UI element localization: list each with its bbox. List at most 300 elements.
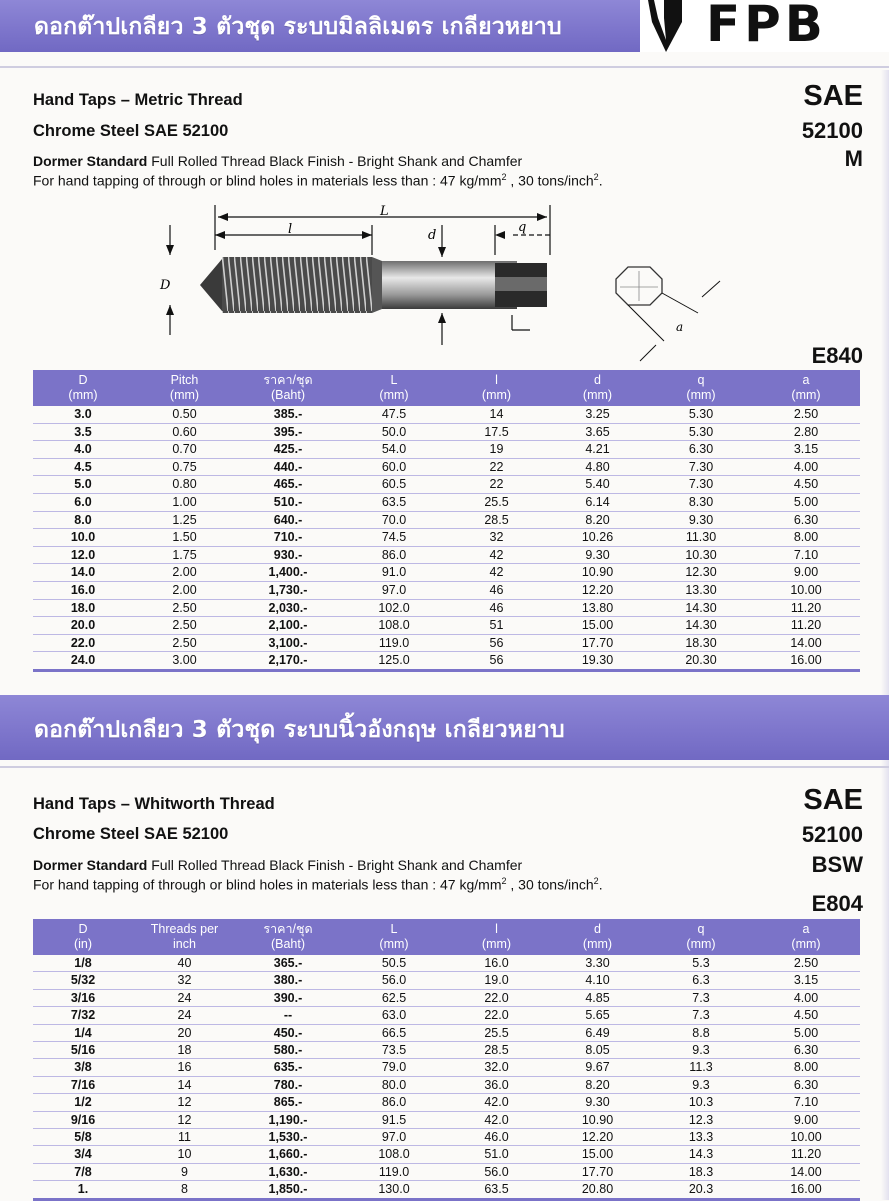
column-header-line: (in) xyxy=(73,937,93,951)
column-header xyxy=(752,919,860,955)
table-cell: 2.00 xyxy=(172,565,197,580)
column-header-line: (mm) xyxy=(169,388,200,402)
table-cell: 6.30 xyxy=(793,512,819,527)
table-cell: 4.00 xyxy=(793,459,819,474)
column-header-line: (mm) xyxy=(791,388,821,402)
table-cell: 0.50 xyxy=(172,407,197,421)
whitworth-catalog-number: E804 xyxy=(811,891,863,916)
table-cell: 440.- xyxy=(273,459,303,474)
table-cell: 8.0 xyxy=(74,512,92,527)
table-cell: 24 xyxy=(177,1008,192,1023)
table-cell: 97.0 xyxy=(381,1130,407,1145)
column-header xyxy=(545,370,650,406)
table-cell: 42 xyxy=(489,547,504,562)
table-cell: 63.5 xyxy=(484,1182,509,1197)
table-row xyxy=(33,652,860,671)
whitworth-description xyxy=(33,857,522,873)
column-header-line: (mm) xyxy=(379,388,409,402)
column-header xyxy=(236,370,340,406)
table-cell: 4.50 xyxy=(793,1008,819,1023)
usage-end-2: . xyxy=(598,876,603,893)
table-cell: 8.20 xyxy=(585,512,610,527)
column-header-line: L xyxy=(390,373,398,387)
table-cell: 91.0 xyxy=(381,565,407,580)
usage-text: For hand tapping of through or blind holes in materials less than : 47 kg/mm xyxy=(33,172,502,189)
table-cell: 2.00 xyxy=(172,582,197,597)
table-cell: 640.- xyxy=(273,512,303,527)
table-cell: 6.30 xyxy=(793,1077,819,1092)
table-cell: 7.10 xyxy=(793,547,819,562)
table-cell: 3/16 xyxy=(70,990,96,1005)
metric-code-grade: SAE xyxy=(803,80,863,112)
table-cell: 54.0 xyxy=(381,442,407,457)
table-cell: 108.0 xyxy=(378,618,410,633)
column-header-line: Threads per xyxy=(150,922,219,936)
column-header-line: ราคา/ชุด xyxy=(263,373,313,387)
table-cell: 16.0 xyxy=(484,956,509,970)
table-cell: 5/8 xyxy=(74,1130,92,1145)
table-cell: 125.0 xyxy=(378,653,410,668)
metric-product-title: Hand Taps – Metric Thread xyxy=(33,91,243,109)
column-header-line: (mm) xyxy=(379,937,409,951)
table-cell: 16.00 xyxy=(790,653,822,668)
table-cell: 0.75 xyxy=(172,459,197,474)
column-header-line: Pitch xyxy=(170,373,199,387)
table-cell: 5.3 xyxy=(692,956,710,970)
metric-code-number: 52100 xyxy=(801,118,863,143)
column-header-line: l xyxy=(495,922,498,936)
table-cell: 9/16 xyxy=(70,1112,96,1127)
brand-logo-text: FPB xyxy=(706,0,827,53)
table-cell: 102.0 xyxy=(378,600,410,615)
table-cell: 36.0 xyxy=(484,1077,509,1092)
table-cell: 19.30 xyxy=(581,653,614,668)
column-header-line: (mm) xyxy=(791,937,821,951)
table-cell: 46.0 xyxy=(484,1130,509,1145)
table-cell: 24.0 xyxy=(70,653,96,668)
label-D: D xyxy=(160,278,171,293)
table-cell: 710.- xyxy=(273,530,303,545)
table-cell: 22 xyxy=(489,477,504,492)
table-cell: 6.49 xyxy=(585,1025,610,1040)
table-cell: 5.30 xyxy=(688,407,714,421)
table-cell: 51.0 xyxy=(484,1147,509,1162)
table-cell: 1.50 xyxy=(172,530,197,545)
table-cell: 7.10 xyxy=(793,1095,819,1110)
table-cell: 16.0 xyxy=(70,582,96,597)
whitworth-table-body xyxy=(33,955,860,1199)
table-cell: 7.30 xyxy=(688,477,714,492)
table-cell: 780.- xyxy=(273,1077,303,1092)
table-cell: 119.0 xyxy=(378,635,410,650)
table-cell: 425.- xyxy=(273,442,303,457)
standard-name-2: Dormer Standard xyxy=(33,857,148,873)
table-cell: 62.5 xyxy=(381,990,407,1005)
table-row xyxy=(33,1181,860,1199)
table-row xyxy=(33,1076,860,1093)
table-cell: 40 xyxy=(177,956,192,970)
table-cell: 0.70 xyxy=(172,442,197,457)
table-cell: 46 xyxy=(489,582,504,597)
table-cell: 7/32 xyxy=(70,1008,96,1023)
table-row xyxy=(33,634,860,652)
table-cell: 97.0 xyxy=(381,582,407,597)
table-cell: 50.0 xyxy=(381,424,407,439)
table-row xyxy=(33,1024,860,1041)
table-cell: 17.5 xyxy=(484,424,509,439)
table-cell: 42 xyxy=(489,565,504,580)
table-cell: -- xyxy=(283,1008,293,1023)
table-cell: 9.30 xyxy=(585,1095,610,1110)
table-row xyxy=(33,458,860,476)
table-cell: 1.25 xyxy=(172,512,197,527)
metric-code-system: M xyxy=(844,146,863,171)
table-cell: 12.30 xyxy=(685,565,717,580)
table-cell: 14.3 xyxy=(688,1147,714,1162)
table-cell: 3.00 xyxy=(172,653,197,668)
table-cell: 5.00 xyxy=(793,1025,819,1040)
table-cell: 3/4 xyxy=(74,1147,92,1162)
table-cell: 32 xyxy=(489,530,504,545)
table-cell: 12.20 xyxy=(581,1130,614,1145)
table-cell: 11.20 xyxy=(790,1147,822,1162)
table-cell: 15.00 xyxy=(581,618,614,633)
table-cell: 4.85 xyxy=(585,990,610,1005)
table-cell: 5.0 xyxy=(74,477,92,492)
whitworth-code-grade: SAE xyxy=(803,784,863,816)
table-cell: 24 xyxy=(177,990,192,1005)
table-cell: 2.50 xyxy=(793,956,819,970)
table-cell: 11.30 xyxy=(685,530,717,545)
table-row xyxy=(33,406,860,423)
table-cell: 13.80 xyxy=(581,600,614,615)
table-cell: 9.67 xyxy=(585,1060,610,1075)
table-cell: 465.- xyxy=(273,477,303,492)
table-cell: 10.26 xyxy=(581,530,614,545)
column-header-line: (mm) xyxy=(481,937,512,951)
table-cell: 2.50 xyxy=(172,600,197,615)
whitworth-section-banner xyxy=(0,695,889,760)
table-cell: 18.0 xyxy=(70,600,96,615)
column-header xyxy=(650,919,752,955)
table-cell: 79.0 xyxy=(381,1060,407,1075)
label-L: L xyxy=(380,204,389,219)
table-row xyxy=(33,972,860,989)
table-cell: 3.0 xyxy=(74,407,92,421)
table-cell: 3,100.- xyxy=(268,635,308,650)
table-cell: 7/16 xyxy=(70,1077,96,1092)
table-cell: 14.30 xyxy=(685,618,717,633)
table-cell: 9.00 xyxy=(793,565,819,580)
table-cell: 56.0 xyxy=(484,1164,509,1179)
table-cell: 22.0 xyxy=(70,635,96,650)
whitworth-product-title: Hand Taps – Whitworth Thread xyxy=(33,795,275,813)
table-cell: 19 xyxy=(489,442,504,457)
metric-usage-note xyxy=(33,172,603,189)
table-cell: 12 xyxy=(177,1112,192,1127)
table-cell: 10.0 xyxy=(70,530,96,545)
table-cell: 1/8 xyxy=(74,956,92,970)
table-cell: 2,030.- xyxy=(268,600,308,615)
table-cell: 13.30 xyxy=(685,582,717,597)
table-row xyxy=(33,1042,860,1059)
table-row xyxy=(33,493,860,511)
usage-sup: 2 xyxy=(501,172,507,182)
column-header xyxy=(545,919,650,955)
table-cell: 11 xyxy=(178,1130,191,1145)
table-cell: 5.65 xyxy=(585,1008,610,1023)
table-cell: 10.30 xyxy=(685,547,717,562)
column-header-line: (mm) xyxy=(686,937,716,951)
table-cell: 22.0 xyxy=(484,1008,509,1023)
table-cell: 930.- xyxy=(273,547,303,562)
table-cell: 0.60 xyxy=(172,424,197,439)
table-cell: 8.00 xyxy=(793,530,819,545)
table-cell: 51 xyxy=(489,618,504,633)
column-header-line: a xyxy=(802,373,810,387)
table-cell: 14.30 xyxy=(685,600,717,615)
metric-table-header xyxy=(33,370,860,406)
table-cell: 14.00 xyxy=(790,635,822,650)
usage-text-4: , 30 tons/inch xyxy=(506,876,594,893)
table-cell: 12.0 xyxy=(70,547,96,562)
column-header-line: D xyxy=(78,373,88,387)
table-cell: 2.50 xyxy=(793,407,819,421)
whitworth-code-number: 52100 xyxy=(801,822,863,847)
table-cell: 22.0 xyxy=(484,990,509,1005)
table-cell: 1,530.- xyxy=(268,1130,308,1145)
table-cell: 9.30 xyxy=(688,512,714,527)
table-cell: 20.80 xyxy=(581,1182,614,1197)
usage-sup-4: 2 xyxy=(593,876,599,886)
finish-description: Full Rolled Thread Black Finish - Bright Shank and Chamfer xyxy=(147,153,523,169)
table-cell: 16 xyxy=(177,1060,192,1075)
whitworth-spec-table xyxy=(33,919,860,1201)
table-row xyxy=(33,564,860,582)
table-cell: 9 xyxy=(181,1164,188,1179)
metric-catalog-number: E840 xyxy=(811,343,863,368)
column-header-line: inch xyxy=(173,937,196,951)
section-divider xyxy=(0,66,889,68)
table-cell: 9.30 xyxy=(585,547,610,562)
table-cell: 6.14 xyxy=(585,494,610,509)
table-cell: 63.0 xyxy=(381,1008,407,1023)
table-cell: 10.90 xyxy=(581,565,614,580)
table-cell: 380.- xyxy=(273,973,303,988)
table-cell: 3.25 xyxy=(585,407,610,421)
page-edge-shadow xyxy=(881,70,889,1200)
table-cell: 14.0 xyxy=(70,565,96,580)
table-cell: 20 xyxy=(177,1025,192,1040)
table-row xyxy=(33,511,860,529)
table-cell: 63.5 xyxy=(381,494,407,509)
table-cell: 119.0 xyxy=(378,1164,410,1179)
table-cell: 8 xyxy=(181,1182,188,1197)
table-cell: 4.00 xyxy=(793,990,819,1005)
column-header xyxy=(340,370,448,406)
usage-text-2: , 30 tons/inch xyxy=(506,172,594,189)
usage-text-3: For hand tapping of through or blind holes in materials less than : 47 kg/mm xyxy=(33,876,502,893)
table-cell: 1,850.- xyxy=(268,1182,308,1197)
square-section-view xyxy=(616,267,720,361)
table-cell: 15.00 xyxy=(581,1147,614,1162)
table-cell: 1/2 xyxy=(74,1095,92,1110)
table-row xyxy=(33,1059,860,1076)
table-row xyxy=(33,1094,860,1111)
table-cell: 20.30 xyxy=(685,653,717,668)
table-row xyxy=(33,581,860,599)
table-cell: 4.0 xyxy=(74,442,92,457)
metric-spec-table xyxy=(33,370,860,672)
metric-description xyxy=(33,153,522,169)
table-cell: 10.00 xyxy=(790,582,822,597)
table-cell: 3/8 xyxy=(74,1060,92,1075)
table-cell: 46 xyxy=(489,600,504,615)
table-cell: 32.0 xyxy=(484,1060,509,1075)
table-cell: 50.5 xyxy=(381,956,407,970)
table-cell: 3.15 xyxy=(793,442,819,457)
column-header-line: q xyxy=(697,922,705,936)
table-cell: 510.- xyxy=(273,494,303,509)
table-cell: 1,660.- xyxy=(268,1147,308,1162)
column-header-line: (mm) xyxy=(481,388,512,402)
table-cell: 130.0 xyxy=(378,1182,410,1197)
table-cell: 2,170.- xyxy=(268,653,308,668)
column-header xyxy=(448,370,545,406)
metric-banner-title: ดอกต๊าปเกลียว 3 ตัวชุด ระบบมิลลิเมตร เกลียวหยาบ xyxy=(34,14,562,40)
table-cell: 1,730.- xyxy=(268,582,308,597)
table-cell: 8.8 xyxy=(692,1025,710,1040)
table-cell: 10.3 xyxy=(688,1095,714,1110)
table-cell: 1. xyxy=(77,1182,89,1197)
table-cell: 365.- xyxy=(273,956,303,970)
table-cell: 2.50 xyxy=(172,618,197,633)
label-l: l xyxy=(288,222,293,237)
column-header xyxy=(650,370,752,406)
table-cell: 18.3 xyxy=(688,1164,714,1179)
table-cell: 395.- xyxy=(273,424,303,439)
table-cell: 20.3 xyxy=(688,1182,714,1197)
table-cell: 13.3 xyxy=(688,1130,714,1145)
table-cell: 2.80 xyxy=(793,424,819,439)
usage-end: . xyxy=(598,172,603,189)
table-row xyxy=(33,476,860,494)
usage-sup-2: 2 xyxy=(593,172,599,182)
column-header xyxy=(448,919,545,955)
table-cell: 56 xyxy=(489,653,504,668)
table-cell: 18 xyxy=(177,1043,192,1058)
table-cell: 12.3 xyxy=(688,1112,714,1127)
table-cell: 60.0 xyxy=(381,459,407,474)
table-cell: 12.20 xyxy=(581,582,614,597)
table-cell: 80.0 xyxy=(381,1077,407,1092)
finish-description-2: Full Rolled Thread Black Finish - Bright Shank and Chamfer xyxy=(147,857,523,873)
column-header-line: (Baht) xyxy=(270,937,306,951)
usage-sup-3: 2 xyxy=(501,876,507,886)
column-header xyxy=(340,919,448,955)
column-header-line: a xyxy=(802,922,810,936)
table-cell: 6.30 xyxy=(793,1043,819,1058)
tap-body xyxy=(200,257,547,313)
table-cell: 28.5 xyxy=(484,1043,509,1058)
column-header-line: (mm) xyxy=(686,388,716,402)
table-cell: 865.- xyxy=(273,1095,303,1110)
table-cell: 22 xyxy=(489,459,504,474)
column-header-line: q xyxy=(697,373,705,387)
table-row xyxy=(33,546,860,564)
table-cell: 10.90 xyxy=(581,1112,614,1127)
table-cell: 580.- xyxy=(273,1043,303,1058)
table-cell: 3.15 xyxy=(793,973,819,988)
table-cell: 7.3 xyxy=(692,990,710,1005)
table-cell: 3.65 xyxy=(585,424,610,439)
table-row xyxy=(33,599,860,617)
table-cell: 5/32 xyxy=(70,973,96,988)
table-cell: 450.- xyxy=(273,1025,303,1040)
table-row xyxy=(33,1111,860,1128)
table-cell: 385.- xyxy=(273,407,303,421)
table-cell: 6.3 xyxy=(692,973,710,988)
table-cell: 8.30 xyxy=(688,494,714,509)
table-cell: 70.0 xyxy=(381,512,407,527)
table-cell: 9.3 xyxy=(692,1077,710,1092)
table-cell: 17.70 xyxy=(581,1164,614,1179)
table-cell: 1,630.- xyxy=(268,1164,308,1179)
table-cell: 12 xyxy=(177,1095,192,1110)
table-cell: 5/16 xyxy=(70,1043,96,1058)
tap-tip-logo-icon xyxy=(644,0,688,52)
table-cell: 86.0 xyxy=(381,1095,407,1110)
table-row xyxy=(33,423,860,441)
label-d: d xyxy=(428,228,437,243)
table-row xyxy=(33,1129,860,1146)
column-header xyxy=(133,919,236,955)
table-cell: 1/4 xyxy=(74,1025,92,1040)
table-cell: 4.50 xyxy=(793,477,819,492)
table-cell: 8.20 xyxy=(585,1077,610,1092)
section-divider-2 xyxy=(0,766,889,768)
table-cell: 86.0 xyxy=(381,547,407,562)
table-cell: 1,400.- xyxy=(268,565,308,580)
table-cell: 11.3 xyxy=(689,1060,713,1075)
column-header-line: d xyxy=(594,373,601,387)
table-cell: 20.0 xyxy=(70,618,96,633)
table-cell: 25.5 xyxy=(484,1025,509,1040)
table-cell: 8.05 xyxy=(585,1043,610,1058)
table-cell: 7.30 xyxy=(688,459,714,474)
table-cell: 14 xyxy=(489,407,504,421)
table-cell: 56.0 xyxy=(381,973,407,988)
table-cell: 16.00 xyxy=(790,1182,822,1197)
column-header-line: D xyxy=(78,922,88,936)
table-cell: 108.0 xyxy=(378,1147,410,1162)
table-cell: 74.5 xyxy=(381,530,407,545)
column-header-line: (mm) xyxy=(68,388,98,402)
column-header-line: (Baht) xyxy=(270,388,306,402)
table-cell: 1,190.- xyxy=(268,1112,308,1127)
table-cell: 6.30 xyxy=(688,442,714,457)
table-row xyxy=(33,441,860,459)
table-cell: 635.- xyxy=(273,1060,303,1075)
label-q: q xyxy=(518,220,527,235)
table-cell: 2,100.- xyxy=(268,618,308,633)
table-cell: 390.- xyxy=(273,990,303,1005)
table-cell: 0.80 xyxy=(172,477,197,492)
table-cell: 4.21 xyxy=(585,442,610,457)
table-row xyxy=(33,989,860,1006)
table-cell: 32 xyxy=(177,973,192,988)
table-cell: 17.70 xyxy=(581,635,614,650)
